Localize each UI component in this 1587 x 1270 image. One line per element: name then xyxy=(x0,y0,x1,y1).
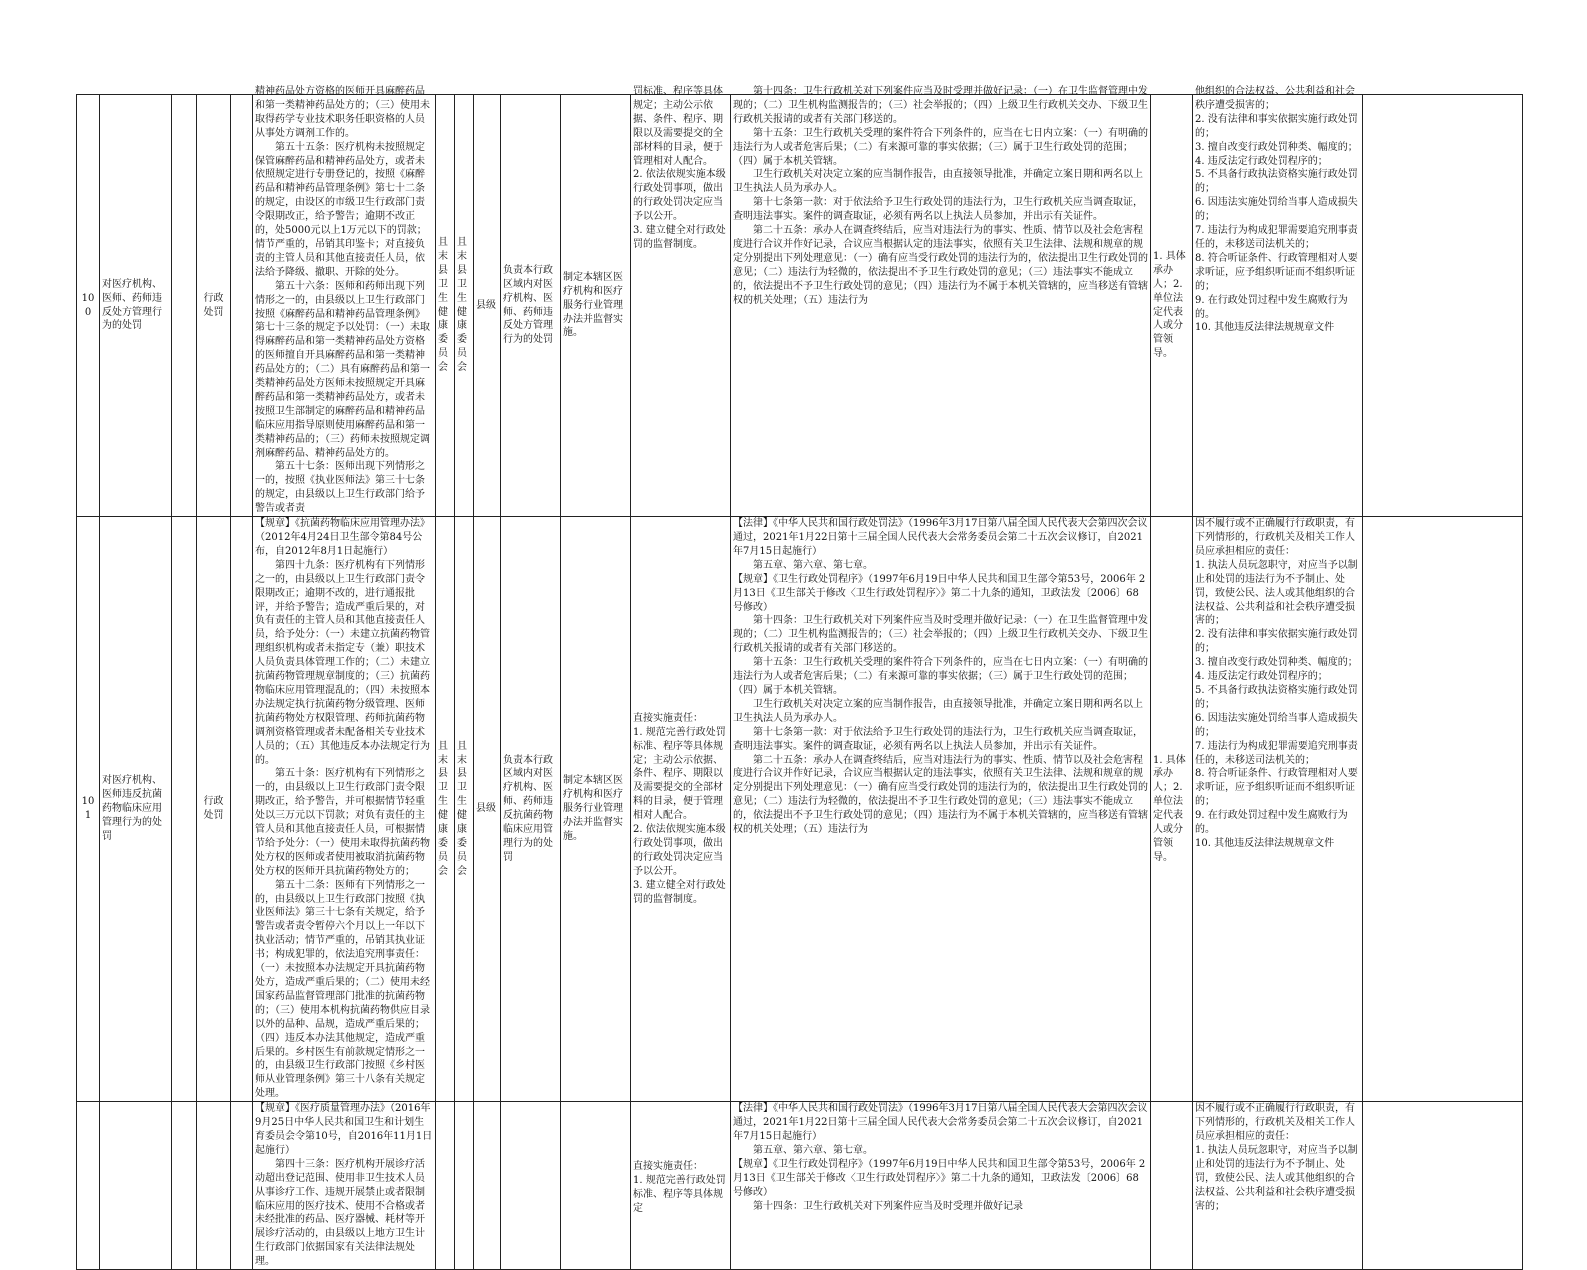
proc-paragraph: 【法律】《中华人民共和国行政处罚法》（1996年3月17日第八届全国人民代表大会第四次会议通过，2021年1月22日第十三届全国人民代表大会常务委员会第二十五次会议修订，自2021年7月15日起施行） xyxy=(733,518,1148,557)
blank-cell xyxy=(231,517,253,1102)
basis-paragraph: 第五十二条：医师有下列情形之一的，由县级以上卫生行政部门按照《执业医师法》第三十七条有关规定，给予警告或者责令暂停六个月以上一年以下执业活动；情节严重的，吊销其执业证书；构成犯罪的，依法追究刑事责任：（一）未按照本办法规定开具抗菌药物处方，造成严重后果的；（二）使用未经国家药品监督管理部门批准的抗菌药物的；（三）使用本机构抗菌药物供应目录以外的品种、品规，造成严重后果的；（四）违反本办法其他规定，造成严重后果的。乡村医生有前款规定情形之一的，由县级卫生行政部门按照《乡村医师从业管理条例》第三十八条有关规定处理。 xyxy=(255,879,430,1100)
legal-basis xyxy=(253,517,436,1102)
liability-item: 因不履行或不正确履行行政职责，有下列情形的，行政机关及相关工作人员应承担相应的责任： xyxy=(1195,518,1355,557)
procedure-basis xyxy=(731,86,1151,517)
proc-paragraph: 第二十五条：承办人在调查终结后，应当对违法行为的事实、性质、情节以及社会危害程度进行合议并作好记录，合议应当根据认定的违法事实，依照有关卫生法律、法规和规章的规定分别提出下列处理意见：（一）确有应当受行政处罚的违法行为的，依法提出卫生行政处罚的意见；（二）违法行为轻微的，依法提出不予卫生行政处罚的意见；（三）违法事实不能成立的，依法提出不予卫生行政处罚的意见；（四）违法行为不属于本机关管辖的，应当移送有管辖权的机关处理；（五）违法行为 xyxy=(733,754,1148,836)
resp-item: 1. 规范完善行政处罚标准、程序等具体规定 xyxy=(633,1175,726,1214)
liability-items xyxy=(1193,1102,1363,1270)
blank-cell xyxy=(436,1102,455,1270)
implementing-subject: 且末县卫生健康委员会 xyxy=(436,95,455,517)
blank-cell xyxy=(231,1102,253,1270)
blank-cell xyxy=(100,1102,172,1270)
liability-item: 2. 没有法律和事实依据实施行政处罚的； xyxy=(1195,629,1358,655)
resp-item: 3. 建立健全对行政处罚的监督制度。 xyxy=(633,879,726,905)
proc-paragraph: 第五章、第六章、第七章。 xyxy=(753,1144,873,1156)
basis-paragraph: 第四十九条：医疗机构有下列情形之一的，由县级以上卫生行政部门责令限期改正；逾期不改的，进行通报批评，并给予警告；造成严重后果的，对负有责任的主管人员和其他直接责任人员，给予处分：（一）未建立抗菌药物管理组织机构或者未指定专（兼）职技术人员负责具体管理工作的；（二）未建立抗菌药物管理规章制度的；（三）抗菌药物临床应用管理混乱的；（四）未按照本办法规定执行抗菌药物分级管理、医师抗菌药物处方权限管理、药师抗菌药物调剂资格管理或者未配备相关专业技术人员的；（五）其他违反本办法规定行为的。 xyxy=(255,559,430,766)
implementation-responsibility xyxy=(631,1102,731,1270)
resp-item: 2. 依法依规实施本级行政处罚事项，做出的行政处罚决定应当予以公开。 xyxy=(633,824,726,877)
exercise-scope: 负责本行政区域内对医疗机构、医师、药师违反抗菌药物临床应用管理行为的处罚 xyxy=(501,517,561,1102)
proc-paragraph: 第二十五条：承办人在调查终结后，应当对违法行为的事实、性质、情节以及社会危害程度进行合议并作好记录，合议应当根据认定的违法事实，依照有关卫生法律、法规和规章的规定分别提出下列处理意见：（一）确有应当受行政处罚的违法行为的，依法提出卫生行政处罚的意见；（二）违法行为轻微的，依法提出不予卫生行政处罚的意见；（三）违法事实不能成立的，依法提出不予卫生行政处罚的意见；（四）违法行为不属于本机关管辖的，应当移送有管辖权的机关处理；（五）违法行为 xyxy=(733,225,1148,306)
basis-paragraph: 第五十六条：医师和药师出现下列情形之一的，由县级以上卫生行政部门按照《麻醉药品和精神药品管理条例》第七十三条的规定予以处罚：（一）未取得麻醉药品和第一类精神药品处方资格的医师擅自开具麻醉药品和第一类精神药品处方的；（二）具有麻醉药品和第一类精神药品处方医师未按照规定开具麻醉药品和第一类精神药品处方，或者未按照卫生部制定的麻醉药品和精神药品临床应用指导原则使用麻醉药品和第一类精神药品的；（三）药师未按照规定调剂麻醉药品、精神药品处方的。 xyxy=(255,280,430,459)
liability-item: 5. 不具备行政执法资格实施行政处罚的； xyxy=(1195,169,1358,195)
basis-paragraph: 第五十五条：医疗机构未按照规定保管麻醉药品和精神药品处方，或者未依照规定进行专册登记的，按照《麻醉药品和精神药品管理条例》第七十二条的规定，由设区的市级卫生行政部门责令限期改正，给予警告；逾期不改正的，处5000元以上1万元以下的罚款；情节严重的，吊销其印鉴卡；对直接负责的主管人员和其他直接责任人员，依法给予降级、撤职、开除的处分。 xyxy=(255,141,427,278)
implementation-responsibility xyxy=(631,86,731,517)
blank-cell xyxy=(1151,1102,1193,1270)
procedure-basis xyxy=(731,517,1151,1102)
regulatory-duty: 制定本辖区医疗机构和医疗服务行业管理办法并监督实施。 xyxy=(561,95,631,517)
table-row xyxy=(77,95,1523,517)
liability-item: 10. 其他违反法律法规规章文件 xyxy=(1195,837,1335,849)
liability-item: 3. 擅自改变行政处罚种类、幅度的； xyxy=(1195,141,1358,153)
blank-cell xyxy=(172,517,197,1102)
basis-paragraph: 精神药品处方资格的医师开具麻醉药品和第一类精神药品处方的；（三）使用未取得药学专业技术职务任职资格的人员从事处方调剂工作的。 xyxy=(255,86,430,139)
blank-cell xyxy=(1363,95,1523,517)
exercise-level: 县级 xyxy=(474,517,501,1102)
powers-table xyxy=(76,86,1523,1270)
blank-cell xyxy=(1363,517,1523,1102)
liability-item: 7. 违法行为构成犯罪需要追究刑事责任的，未移送司法机关的； xyxy=(1195,225,1358,250)
proc-paragraph: 第十七条第一款：对于依法给予卫生行政处罚的违法行为，卫生行政机关应当调查取证，查明违法事实。案件的调查取证，必须有两名以上执法人员参加，并出示有关证件。 xyxy=(733,197,1143,223)
proc-paragraph: 第五章、第六章、第七章。 xyxy=(753,559,873,571)
proc-paragraph: 第十五条：卫生行政机关受理的案件符合下列条件的，应当在七日内立案：（一）有明确的违法行为人或者危害后果；（二）有来源可靠的事实依据；（三）属于卫生行政处罚的范围；（四）属于本机关管辖。 xyxy=(733,127,1148,167)
proc-paragraph: 第十七条第一款：对于依法给予卫生行政处罚的违法行为，卫生行政机关应当调查取证，查明违法事实。案件的调查取证，必须有两名以上执法人员参加，并出示有关证件。 xyxy=(733,726,1143,752)
power-category: 行政处罚 xyxy=(197,517,231,1102)
regulatory-duty: 制定本辖区医疗机构和医疗服务行业管理办法并监督实施。 xyxy=(561,517,631,1102)
blank-cell xyxy=(474,1102,501,1270)
proc-paragraph: 第十五条：卫生行政机关受理的案件符合下列条件的，应当在七日内立案：（一）有明确的违法行为人或者危害后果；（二）有来源可靠的事实依据；（三）属于卫生行政处罚的范围；（四）属于本机关管辖。 xyxy=(733,657,1148,696)
item-name: 对医疗机构、医师违反抗菌药物临床应用管理行为的处罚 xyxy=(100,517,172,1102)
blank-cell xyxy=(77,1102,100,1270)
liability-item: 2. 没有法律和事实依据实施行政处罚的； xyxy=(1195,113,1358,139)
power-category: 行政处罚 xyxy=(197,95,231,517)
responsible-person: 1. 具体承办人；2. 单位法定代表人或分管领导。 xyxy=(1151,95,1193,517)
resp-item: 直接实施责任： xyxy=(633,712,703,724)
item-name: 对医疗机构、医师、药师违反处方管理行为的处罚 xyxy=(100,95,172,517)
blank-cell xyxy=(231,95,253,517)
row-number: 101 xyxy=(77,517,100,1102)
liability-item: 因不履行或不正确履行行政职责，有下列情形的，行政机关及相关工作人员应承担相应的责任： xyxy=(1195,1103,1355,1142)
basis-paragraph: 第五十条：医疗机构有下列情形之一的，由县级以上卫生行政部门责令限期改正，给予警告，并可根据情节轻重处以三万元以下罚款；对负有责任的主管人员和其他直接责任人员，可根据情节给予处分：（一）使用未取得抗菌药物处方权的医师或者使用被取消抗菌药物处方权的医师开具抗菌药物处方的； xyxy=(255,768,430,877)
liability-item: 9. 在行政处罚过程中发生腐败行为的。 xyxy=(1195,810,1348,836)
proc-paragraph: 【规章】《卫生行政处罚程序》（1997年6月19日中华人民共和国卫生部令第53号，2006年 2月13日《卫生部关于修改〈卫生行政处罚程序〉》第二十九条的通知，卫政法发〔2006〕68号修改） xyxy=(733,1158,1146,1198)
liability-item: 5. 不具备行政执法资格实施行政处罚的； xyxy=(1195,684,1358,710)
table-row xyxy=(77,1102,1523,1270)
blank-cell xyxy=(172,95,197,517)
blank-cell xyxy=(561,1102,631,1270)
implementing-subject: 且末县卫生健康委员会 xyxy=(436,517,455,1102)
proc-paragraph: 【法律】《中华人民共和国行政处罚法》（1996年3月17日第八届全国人民代表大会第四次会议通过，2021年1月22日第十三届全国人民代表大会常务委员会第二十五次会议修订，自2021年7月15日起施行） xyxy=(733,1103,1148,1142)
liability-item: 1. 执法人员玩忽职守，对应当予以制止和处罚的违法行为不予制止、处罚，致使公民、法人或其他组织的合法权益、公共利益和社会秩序遭受损害的； xyxy=(1195,1144,1358,1212)
liability-item: 4. 违反法定行政处罚程序的； xyxy=(1195,671,1328,683)
blank-cell xyxy=(1363,1102,1523,1270)
row-number: 100 xyxy=(77,95,100,517)
liability-item: 8. 符合听证条件、行政管理相对人要求听证，应予组织听证而不组织听证的； xyxy=(1195,768,1358,808)
liability-item: 10. 其他违反法律法规规章文件 xyxy=(1195,322,1335,334)
liability-item: 6. 因违法实施处罚给当事人造成损失的； xyxy=(1195,197,1358,223)
basis-paragraph: 【规章】《医疗质量管理办法》（2016年9月25日中华人民共和国卫生和计划生育委员会令第10号，自2016年11月1日起施行） xyxy=(255,1103,433,1156)
proc-paragraph: 第十四条：卫生行政机关对下列案件应当及时受理并做好记录 xyxy=(753,1200,1023,1212)
table-row xyxy=(77,517,1523,1102)
proc-paragraph: 第十四条：卫生行政机关对下列案件应当及时受理并做好记录：（一）在卫生监督管理中发现的；（二）卫生机构监测报告的；（三）社会举报的；（四）上级卫生行政机关交办、下级卫生行政机关报请的或者有关部门移送的。 xyxy=(733,615,1148,655)
basis-paragraph: 【规章】《抗菌药物临床应用管理办法》（2012年4月24日卫生部令第84号公布，自2012年8月1日起施行） xyxy=(255,518,430,557)
blank-cell xyxy=(197,1102,231,1270)
resp-item: 直接实施责任： xyxy=(633,1161,703,1173)
liability-items xyxy=(1193,86,1363,517)
basis-paragraph: 第四十三条：医疗机构开展诊疗活动超出登记范围、使用非卫生技术人员从事诊疗工作、违规开展禁止或者限制临床应用的医疗技术、使用不合格或者未经批准的药品、医疗器械、耗材等开展诊疗活动的，由县级以上地方卫生计生行政部门依据国家有关法律法规处理。 xyxy=(255,1158,425,1268)
resp-item: 2. 依法依规实施本级行政处罚事项，做出的行政处罚决定应当予以公开。 xyxy=(633,169,726,223)
blank-cell xyxy=(501,1102,561,1270)
liability-item: 1. 执法人员玩忽职守，对应当予以制止和处罚的违法行为不予制止、处罚，致使公民、法人或其他组织的合法权益、公共利益和社会秩序遭受损害的； xyxy=(1195,559,1358,627)
blank-cell xyxy=(455,1102,474,1270)
liability-item: 8. 符合听证条件、行政管理相对人要求听证，应予组织听证而不组织听证的； xyxy=(1195,252,1358,292)
liability-item: 7. 违法行为构成犯罪需要追究刑事责任的，未移送司法机关的； xyxy=(1195,740,1358,766)
procedure-basis xyxy=(731,1102,1151,1270)
proc-paragraph: 卫生行政机关对决定立案的应当制作报告，由直接领导批准，并确定立案日期和两名以上卫生执法人员为承办人。 xyxy=(733,698,1143,724)
resp-item: 罚标准、程序等具体规定；主动公示依据、条件、程序、期限以及需要提交的全部材料的目录，便于管理相对人配合。 xyxy=(633,86,723,167)
basis-paragraph: 第五十七条：医师出现下列情形之一的，按照《执业医师法》第三十七条的规定，由县级以上卫生行政部门给予警告或者责 xyxy=(255,461,425,515)
liability-item: 他组织的合法权益、公共利益和社会秩序遭受损害的； xyxy=(1195,86,1355,111)
proc-paragraph: 【规章】《卫生行政处罚程序》（1997年6月19日中华人民共和国卫生部令第53号，2006年 2月13日《卫生部关于修改〈卫生行政处罚程序〉》第二十九条的通知，卫政法发〔2006〕68号修改） xyxy=(733,573,1146,613)
proc-paragraph: 第十四条：卫生行政机关对下列案件应当及时受理并做好记录：（一）在卫生监督管理中发现的；（二）卫生机构监测报告的；（三）社会举报的；（四）上级卫生行政机关交办、下级卫生行政机关报请的或者有关部门移送的。 xyxy=(733,86,1148,125)
responsible-person: 1. 具体承办人；2. 单位法定代表人或分管领导。 xyxy=(1151,517,1193,1102)
powers-table-page xyxy=(76,86,1522,1268)
resp-item: 1. 规范完善行政处罚标准、程序等具体规定；主动公示依据、条件、程序、期限以及需要提交的全部材料的目录，便于管理相对人配合。 xyxy=(633,726,726,822)
liability-item: 9. 在行政处罚过程中发生腐败行为的。 xyxy=(1195,294,1348,320)
proc-paragraph: 卫生行政机关对决定立案的应当制作报告，由直接领导批准，并确定立案日期和两名以上卫生执法人员为承办人。 xyxy=(733,169,1143,195)
liability-item: 6. 因违法实施处罚给当事人造成损失的； xyxy=(1195,712,1358,738)
exercise-scope: 负责本行政区域内对医疗机构、医师、药师违反处方管理行为的处罚 xyxy=(501,95,561,517)
legal-basis xyxy=(253,86,436,517)
implementation-responsibility xyxy=(631,517,731,1102)
responsible-subject: 且末县卫生健康委员会 xyxy=(455,95,474,517)
responsible-subject: 且末县卫生健康委员会 xyxy=(455,517,474,1102)
liability-items xyxy=(1193,517,1363,1102)
blank-cell xyxy=(172,1102,197,1270)
liability-item: 3. 擅自改变行政处罚种类、幅度的； xyxy=(1195,657,1358,669)
liability-item: 4. 违反法定行政处罚程序的； xyxy=(1195,155,1328,167)
resp-item: 3. 建立健全对行政处罚的监督制度。 xyxy=(633,225,726,250)
legal-basis xyxy=(253,1102,436,1270)
exercise-level: 县级 xyxy=(474,95,501,517)
